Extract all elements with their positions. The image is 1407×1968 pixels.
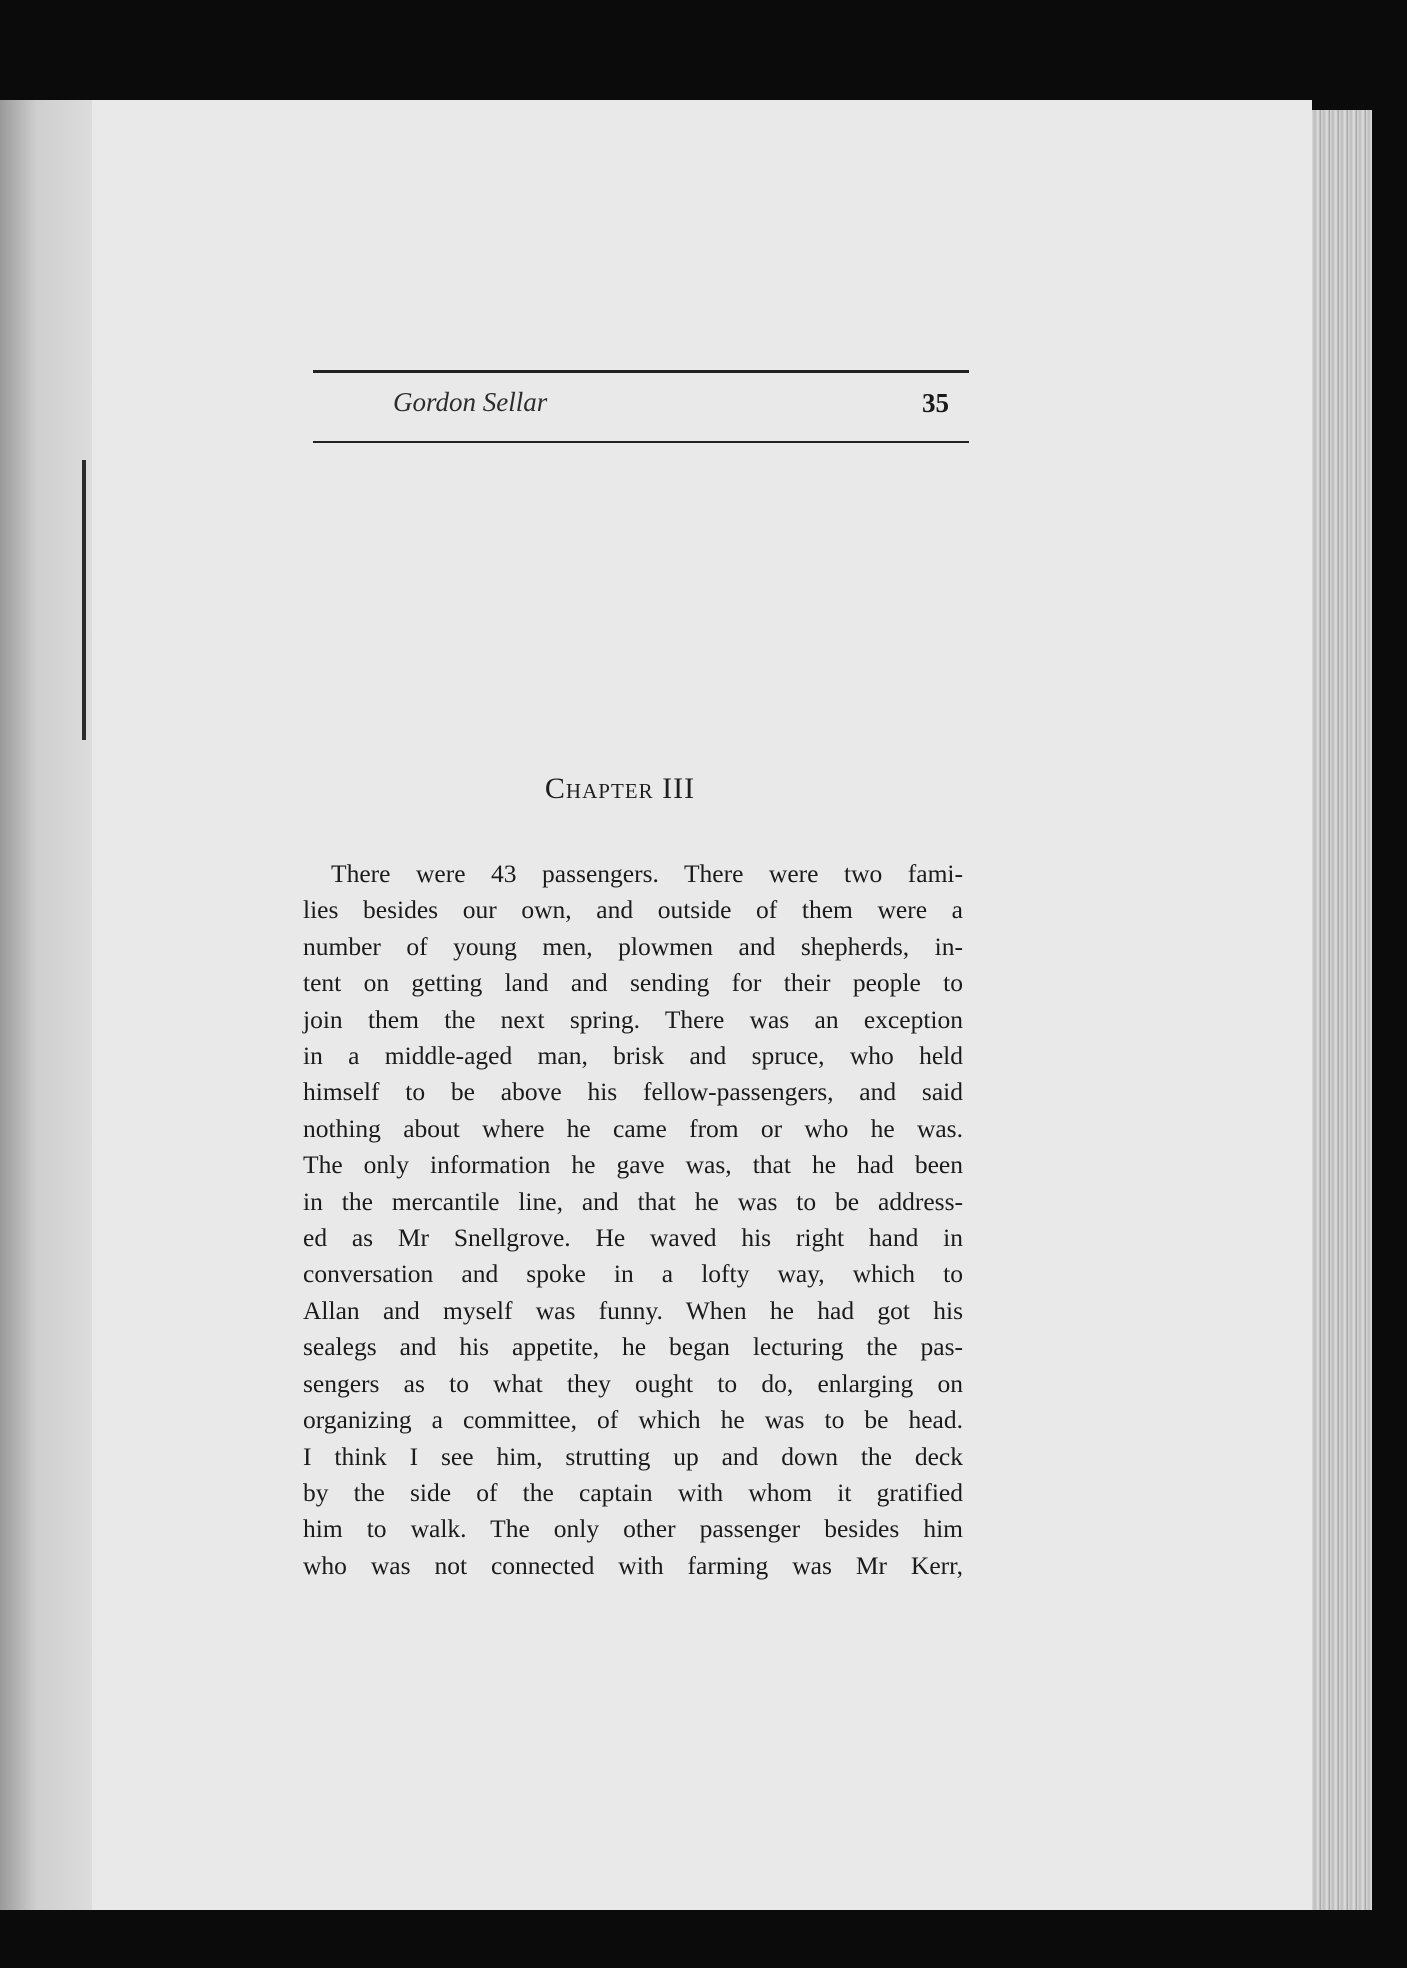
text-line: him to walk. The only other passenger besides him <box>303 1514 963 1544</box>
text-line: number of young men, plowmen and shepherds, in- <box>303 931 963 961</box>
left-page-edge <box>0 100 92 1910</box>
text-line: sealegs and his appetite, he began lecturing the pas- <box>303 1332 963 1362</box>
binding-shadow <box>82 460 86 740</box>
page-stack-edge <box>1312 110 1372 1910</box>
text-line: in the mercantile line, and that he was to be address- <box>303 1186 963 1216</box>
text-line: There were 43 passengers. There were two fami- <box>331 859 963 888</box>
text-line: Allan and myself was funny. When he had got his <box>303 1295 963 1325</box>
text-line: himself to be above his fellow-passengers, and said <box>303 1077 963 1107</box>
page-header <box>313 370 969 443</box>
text-line: ed as Mr Snellgrove. He waved his right hand in <box>303 1223 963 1253</box>
text-line: organizing a committee, of which he was to be head. <box>303 1405 963 1435</box>
text-line: conversation and spoke in a lofty way, which to <box>303 1259 963 1289</box>
chapter-title: Chapter III <box>544 772 696 805</box>
text-line: in a middle-aged man, brisk and spruce, who held <box>303 1041 963 1071</box>
text-line: tent on getting land and sending for their people to <box>303 968 963 998</box>
text-line: The only information he gave was, that he had been <box>303 1150 963 1180</box>
text-line: by the side of the captain with whom it gratified <box>303 1477 963 1507</box>
text-line: I think I see him, strutting up and down the deck <box>303 1441 963 1471</box>
text-line: sengers as to what they ought to do, enlarging on <box>303 1368 963 1398</box>
page-number: 35 <box>922 388 949 418</box>
text-line: join them the next spring. There was an exception <box>303 1004 963 1034</box>
body-paragraph <box>303 856 963 1584</box>
text-line: lies besides our own, and outside of them were a <box>303 895 963 925</box>
running-head: Gordon Sellar <box>393 387 548 417</box>
text-line: nothing about where he came from or who he was. <box>303 1113 963 1143</box>
text-line: who was not connected with farming was Mr Kerr, <box>303 1550 963 1580</box>
